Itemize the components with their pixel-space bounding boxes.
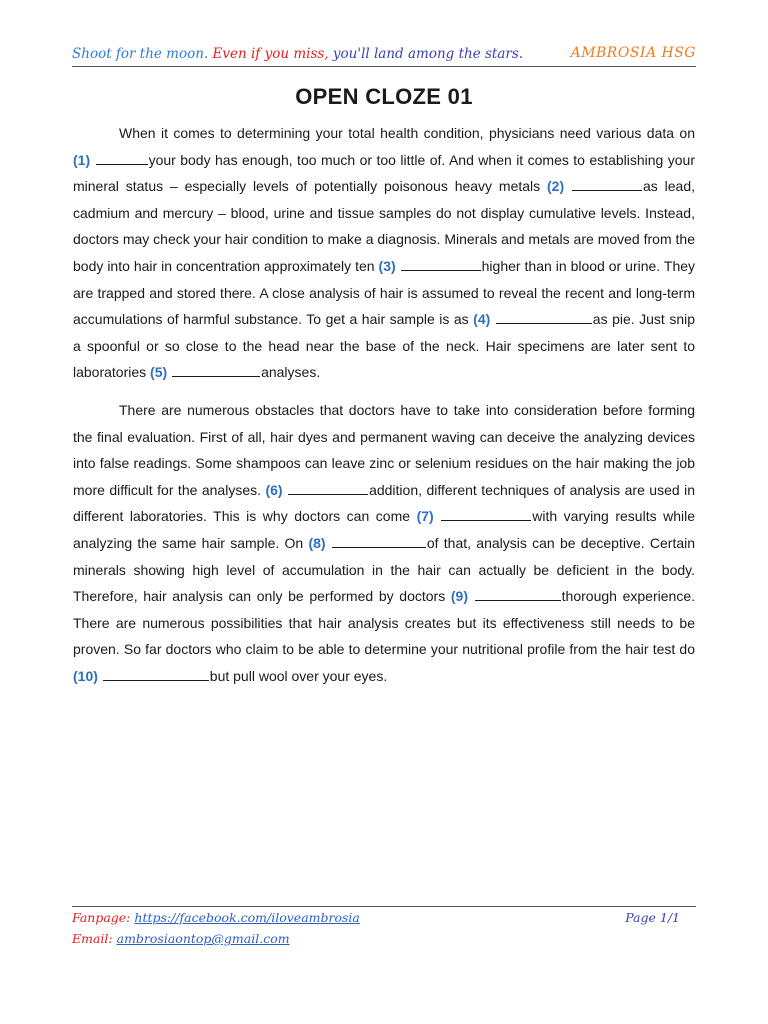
gap-number-1: (1) [73,151,91,168]
text-segment: addition, different techniques of analysis are used in different laboratories. This is why doctors can come [73,481,696,525]
text-segment: as lead, cadmium and mercury – blood, urine and tissue samples do not display cumulative levels. Instead, doctors may check your hair condition to make a diagnosis. Minerals and metals are moved from the body into hair in concentration approximately ten [73,178,696,274]
gap-blank-7[interactable] [441,507,531,521]
text-segment: of that, analysis can be deceptive. Certain minerals showing high level of accumulation in the hair can actually be deficient in the body. Therefore, hair analysis can only be performed by doctors [73,534,696,605]
fanpage-link[interactable]: https://facebook.com/iloveambrosia [134,910,360,925]
gap-blank-1[interactable] [96,151,148,165]
paragraph-2 [73,397,695,690]
gap-number-8: (8) [308,534,326,551]
gap-blank-5[interactable] [172,363,260,377]
fanpage-label: Fanpage: [72,910,131,925]
text-segment: but pull wool over your eyes. [209,667,388,684]
gap-number-2: (2) [547,178,565,195]
text-segment: When it comes to determining your total health condition, physicians need various data on [119,125,695,141]
gap-number-9: (9) [450,588,468,605]
gap-blank-4[interactable] [496,310,592,324]
text-segment: thorough experience. There are numerous possibilities that hair analysis creates but its effectiveness still needs to be proven. So far doctors who claim to be able to determine your nutritional profile from the hair test do [73,588,695,658]
motto-part-1: Shoot for the moon. [72,46,209,62]
email-link[interactable]: ambrosiaontop@gmail.com [116,931,290,946]
motto-part-3: you'll land among the stars. [332,46,524,62]
gap-blank-9[interactable] [475,587,561,601]
page-title: OPEN CLOZE 01 [295,84,473,109]
text-segment: your body has enough, too much or too little of. And when it comes to establishing your mineral status – especially levels of potentially poisonous heavy metals [73,151,696,195]
text-segment: analyses. [261,364,321,381]
gap-blank-3[interactable] [401,257,481,271]
gap-blank-2[interactable] [572,177,642,191]
gap-number-3: (3) [378,257,396,274]
text-segment: higher than in blood or urine. They are trapped and stored there. A close analysis of hair is assumed to reveal the recent and long-term accumulations of harmful substance. To get a hair sample is as [73,257,696,328]
gap-number-7: (7) [416,508,434,525]
gap-blank-8[interactable] [332,534,426,548]
paragraph-1 [73,120,695,386]
text-segment: as pie. Just snip a spoonful or so close to the head near the base of the neck. Hair specimens are later sent to laboratories [73,311,696,381]
motto-part-2: Even if you miss, [212,46,329,62]
page-number: Page 1/1 [625,910,680,925]
gap-number-4: (4) [473,311,491,328]
header-motto [72,46,523,62]
page-header [72,44,696,67]
gap-blank-6[interactable] [288,481,368,495]
gap-blank-10[interactable] [103,667,209,681]
gap-number-6: (6) [265,481,283,498]
header-brand: AMBROSIA HSG [570,45,696,61]
gap-number-5: (5) [150,364,168,381]
text-segment: with varying results while analyzing the same hair sample. On [73,508,696,551]
email-label: Email: [72,931,113,946]
gap-number-10: (10) [73,667,98,684]
text-segment: There are numerous obstacles that doctors have to take into consideration before forming the final evaluation. First of all, hair dyes and permanent waving can deceive the analyzing devices into false readings. Some shampoos can leave zinc or selenium residues on the hair making the job more difficult for the analyses. [73,402,695,498]
page-footer [72,906,696,949]
footer-email-row [72,928,696,949]
footer-fanpage-row [72,907,696,928]
